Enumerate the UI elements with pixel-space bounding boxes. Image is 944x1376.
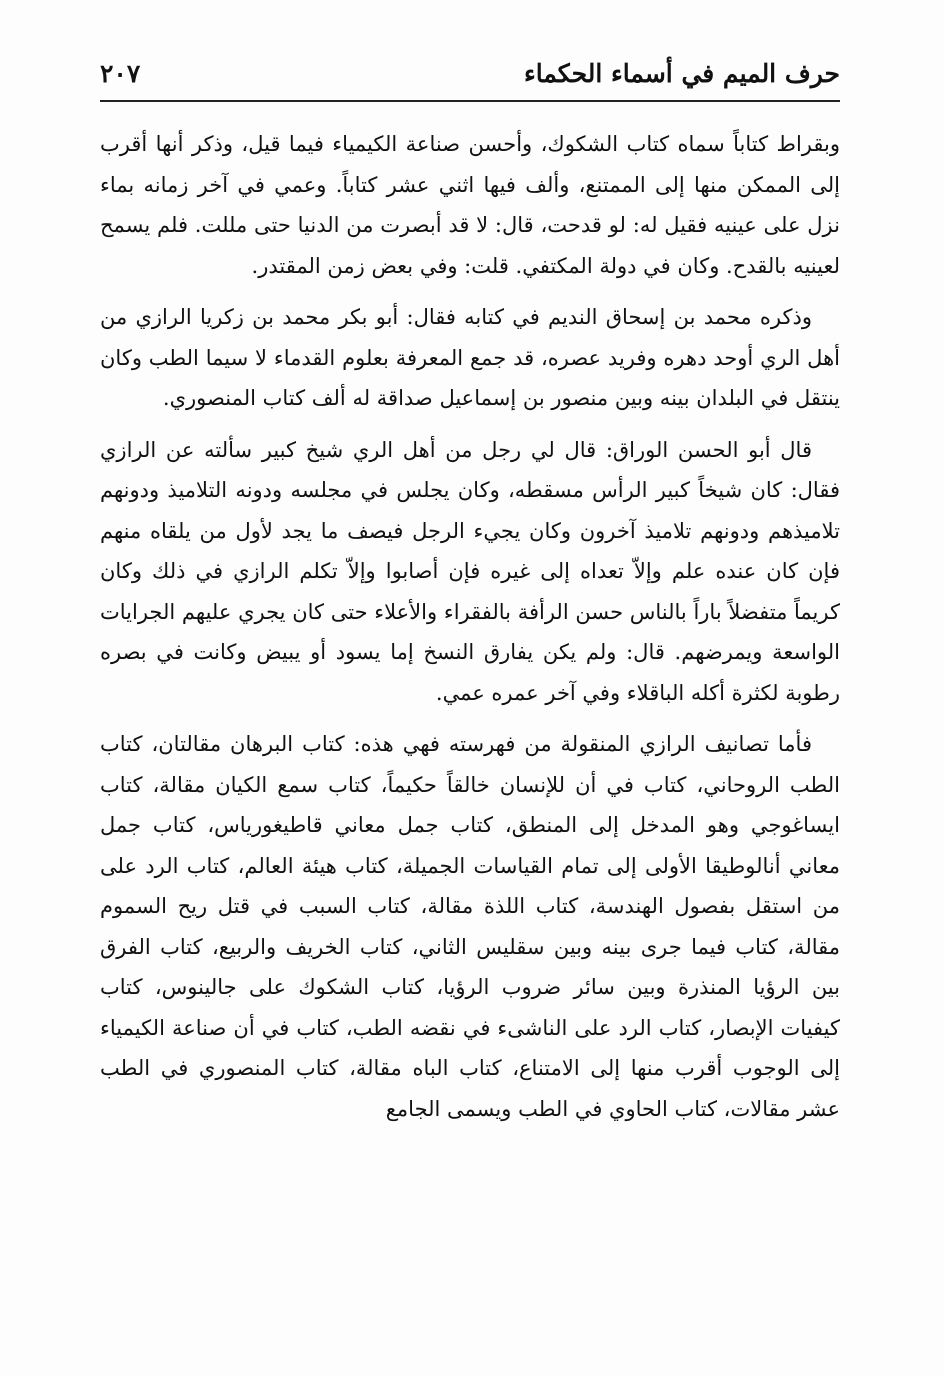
paragraph-3: قال أبو الحسن الوراق: قال لي رجل من أهل الري شيخ كبير سألته عن الرازي فقال: كان شيخاً كبير الرأس مسقطه، وكان يجلس في مجلسه ودونه التلاميذ ودونهم تلاميذهم ودونهم تلاميذ آخرون وكان يجيء الرجل فيصف ما يجد لأول من يلقاه منهم فإن كان عنده علم وإلاّ تعداه إلى غيره فإن أصابوا وإلاّ تكلم الرازي في ذلك وكان كريماً متفضلاً باراً بالناس حسن الرأفة بالفقراء والأعلاء حتى كان يجري عليهم الجرايات الواسعة ويمرضهم. قال: ولم يكن يفارق النسخ إما يسود أو يبيض وكانت في بصره رطوبة لكثرة أكله الباقلاء وفي آخر عمره عمي. xyxy=(100,437,840,705)
page-number: ٢٠٧ xyxy=(100,59,141,88)
paragraph-1: وبقراط كتاباً سماه كتاب الشكوك، وأحسن صناعة الكيمياء فيما قيل، وذكر أنها أقرب إلى الممكن منها إلى الممتنع، وألف فيها اثني عشر كتاباً. وعمي في آخر زمانه بماء نزل على عينيه فقيل له: لو قدحت، قال: لا قد أبصرت من الدنيا حتى مللت. فلم يسمح لعينيه بالقدح. وكان في دولة المكتفي. قلت: وفي بعض زمن المقتدر. xyxy=(100,132,840,278)
running-title: حرف الميم في أسماء الحكماء xyxy=(523,59,840,88)
paragraph-2: وذكره محمد بن إسحاق النديم في كتابه فقال: أبو بكر محمد بن زكريا الرازي من أهل الري أوحد دهره وفريد عصره، قد جمع المعرفة بعلوم القدماء لا سيما الطب وكان ينتقل في البلدان بينه وبين منصور بن إسماعيل صداقة له ألف كتاب المنصوري. xyxy=(100,305,840,410)
paragraph-4: فأما تصانيف الرازي المنقولة من فهرسته فهي هذه: كتاب البرهان مقالتان، كتاب الطب الروحاني، كتاب في أن للإنسان خالقاً حكيماً، كتاب سمع الكيان مقالة، كتاب ايساغوجي وهو المدخل إلى المنطق، كتاب جمل معاني قاطيغورياس، كتاب جمل معاني أنالوطيقا الأولى إلى تمام القياسات الجميلة، كتاب هيئة العالم، كتاب الرد على من استقل بفصول الهندسة، كتاب اللذة مقالة، كتاب السبب في قتل ريح السموم مقالة، كتاب فيما جرى بينه وبين سقليس الثاني، كتاب الخريف والربيع، كتاب الفرق بين الرؤيا المنذرة وبين سائر ضروب الرؤيا، كتاب الشكوك على جالينوس، كتاب كيفيات الإبصار، كتاب الرد على الناشىء في نقضه الطب، كتاب في أن صناعة الكيمياء إلى الوجوب أقرب منها إلى الامتناع، كتاب الباه مقالة، كتاب المنصوري في الطب عشر مقالات، كتاب الحاوي في الطب ويسمى الجامع xyxy=(100,732,840,1121)
page-header xyxy=(100,56,840,96)
body-text xyxy=(100,124,840,1140)
header-divider xyxy=(100,100,840,102)
